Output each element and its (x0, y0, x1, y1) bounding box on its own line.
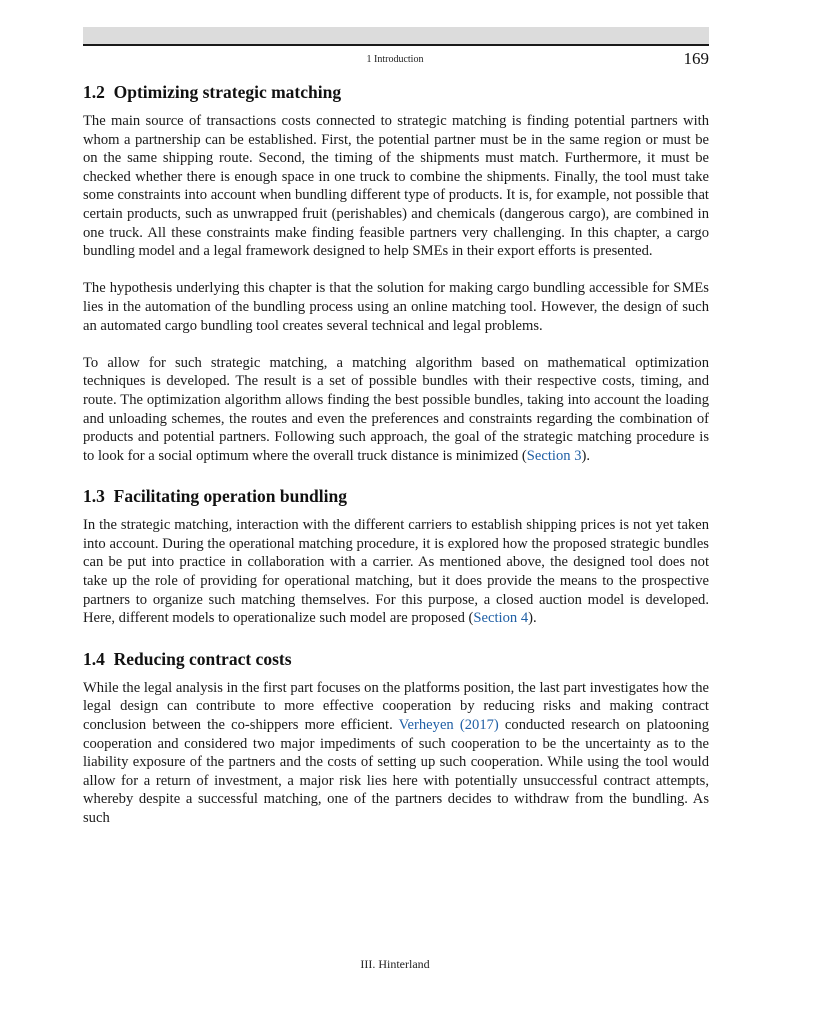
page-number: 169 (683, 49, 709, 68)
cross-reference-link[interactable]: Section 4 (473, 610, 529, 627)
paragraph (83, 354, 709, 466)
running-head: 1 Introduction (366, 54, 424, 65)
paragraph-text: While the legal analysis in the first part focuses on the platforms position, the last part investigates how the legal design can contribute to more effective cooperation by reducing risks and making contract conclusion between the co-shippers more efficient. (83, 679, 709, 734)
section-number: 1.3 (83, 486, 105, 507)
footer-label: III. Hinterland (360, 957, 430, 971)
paragraph-text: conducted research on platooning cooperation and considered two major impediments of such cooperation to be the uncertainty as to the liability exposure of the partners and the costs of setting up such cooperation. While using the tool would allow for a return of investment, a major risk lies here with potentially unsuccessful contract attempts, whereby despite a successful matching, one of the partners decides to withdraw from the bundling. As such (83, 717, 709, 826)
paragraph-text: ). (581, 447, 591, 464)
section-title: Facilitating operation bundling (113, 486, 347, 507)
section-number: 1.2 (83, 82, 105, 102)
paragraph-text: To allow for such strategic matching, a matching algorithm based on mathematical optimization techniques is developed. The result is a set of possible bundles with their respective costs, timing, and route. The optimization algorithm allows finding the best possible bundles, taking into account the loading and unloading schemes, the routes and even the preferences and constraints regarding the combination of products and potential partners. Following such approach, the goal of the strategic matching procedure is to look for a social optimum where the overall truck distance is minimized ( (83, 354, 709, 464)
paragraph (83, 516, 709, 628)
paragraph (83, 279, 709, 335)
section-heading (83, 484, 709, 508)
citation-link[interactable]: Verheyen (2017) (398, 717, 499, 734)
paragraph (83, 112, 709, 261)
paragraph-text: The main source of transactions costs connected to strategic matching is finding potential partners with whom a partnership can be established. First, the potential partner must be in the same region or must be on the same shipping route. Second, the timing of the shipments must match. Furthermore, it must be checked whether there is enough space in one truck to combine the shipments. Finally, the tool must take some constraints into account when bundling different type of products. It is, for example, not possible that certain products, such as unwrapped fruit (perishables) and chemicals (dangerous cargo), are combined in one truck. All these constraints make finding feasible partners very challenging. In this chapter, a cargo bundling model and a legal framework designed to help SMEs in their export efforts is presented. (83, 113, 709, 260)
section-heading (83, 80, 709, 104)
section-title: Reducing contract costs (113, 648, 292, 669)
paragraph-text: In the strategic matching, interaction with the different carriers to establish shipping prices is not yet taken into account. During the operational matching procedure, it is explored how the proposed strategic bundles can be put into practice in collaboration with a carrier. As mentioned above, the designed tool does not take up the role of providing for operational matching, but it does provide the means to the prospective partners to organize such matching themselves. For this purpose, a closed auction model is developed. Here, different models to operationalize such model are proposed ( (83, 517, 709, 627)
section-heading (83, 647, 709, 671)
header-rule (83, 44, 709, 46)
section-1-3 (83, 484, 709, 628)
header-band (83, 27, 709, 44)
paragraph-text: ). (528, 610, 537, 627)
section-title: Optimizing strategic matching (113, 82, 342, 102)
section-1-2 (83, 80, 709, 465)
cross-reference-link[interactable]: Section 3 (526, 447, 582, 464)
paragraph (83, 679, 709, 828)
page-body (83, 80, 709, 828)
section-1-4 (83, 647, 709, 828)
paragraph-text: The hypothesis underlying this chapter is that the solution for making cargo bundling accessible for SMEs lies in the automation of the bundling process using an online matching tool. However, the design of such an automated cargo bundling tool creates several technical and legal problems. (83, 280, 709, 334)
section-number: 1.4 (83, 648, 105, 669)
